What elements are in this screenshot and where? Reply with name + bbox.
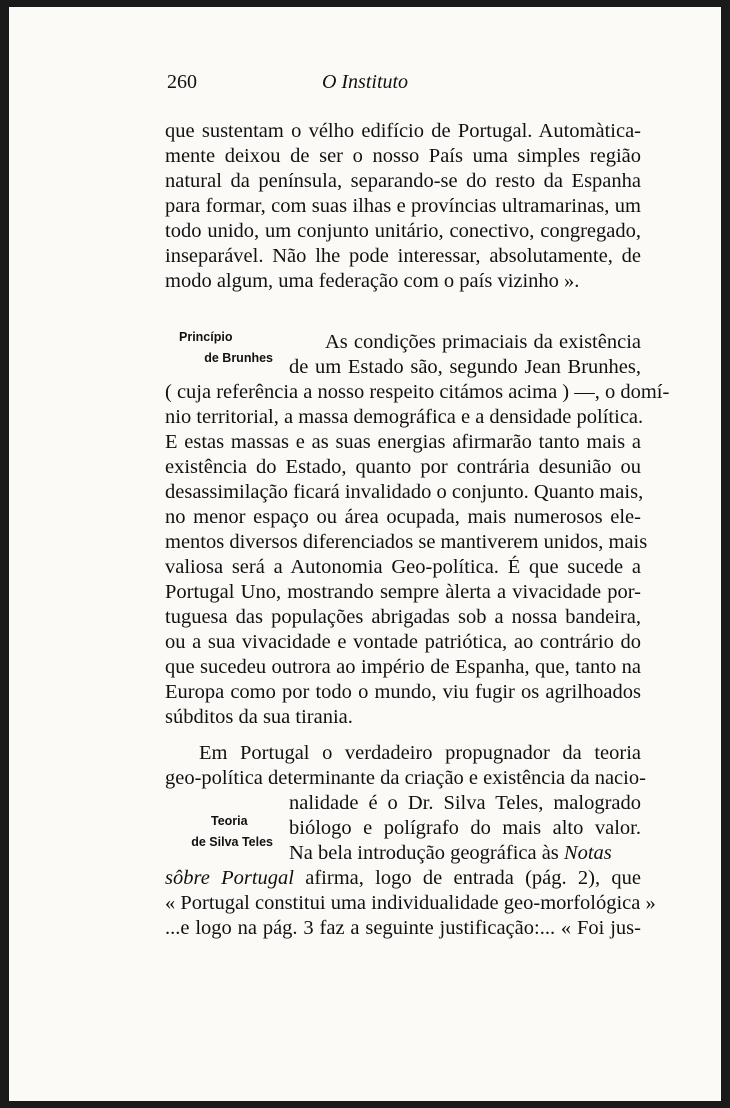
page-number: 260 xyxy=(167,71,197,93)
margin-note-line: Princípio xyxy=(179,330,233,344)
text-line: valiosa será a Autonomia Geo-política. É que sucede a xyxy=(165,556,641,578)
text-line xyxy=(165,866,641,891)
margin-note-line: de Brunhes xyxy=(204,351,273,365)
margin-note-teoria xyxy=(177,811,273,853)
text-line xyxy=(289,841,641,866)
text-line: mente deixou de ser o nosso País uma simples região xyxy=(165,145,641,167)
text-line: mentos diversos diferenciados se mantiverem unidos, mais xyxy=(165,531,648,553)
book-page xyxy=(9,7,721,1101)
text-line: desassimilação ficará invalidado o conjunto. Quanto mais, xyxy=(165,481,644,503)
text-fragment: Na bela introdução geográfica às xyxy=(289,842,559,864)
text-line: existência do Estado, quanto por contrária desunião ou xyxy=(165,456,641,478)
paragraph-3-wrap xyxy=(289,791,641,866)
book-title-italic: Notas xyxy=(563,842,612,864)
text-line: modo algum, uma federação com o país vizinho ». xyxy=(165,270,580,292)
text-line: E estas massas e as suas energias afirmarão tanto mais a xyxy=(165,431,641,453)
paragraph-3-tail xyxy=(165,866,656,941)
text-line: As condições primaciais da existência xyxy=(325,331,641,353)
paragraph-2 xyxy=(165,380,670,730)
paragraph-1 xyxy=(165,119,641,294)
text-line: natural da península, separando-se do resto da Espanha xyxy=(165,170,641,192)
text-line: tuguesa das populações abrigadas sob a nossa bandeira, xyxy=(165,606,641,628)
text-fragment: afirma, logo de entrada (pág. 2), que xyxy=(305,867,641,889)
text-line: todo unido, um conjunto unitário, conectivo, congregado, xyxy=(165,220,641,242)
paragraph-2-head xyxy=(289,330,641,380)
text-line: « Portugal constitui uma individualidade geo-morfológica » xyxy=(165,892,656,914)
text-line: que sucedeu outrora ao império de Espanha, que, tanto na xyxy=(165,656,641,678)
text-line: ou a sua vivacidade e vontade patriótica, ao contrário do xyxy=(165,631,641,653)
margin-note-principio xyxy=(177,327,273,369)
margin-note-line: de Silva Teles xyxy=(191,835,273,849)
text-line: que sustentam o vélho edifício de Portugal. Automàtica- xyxy=(165,120,641,142)
text-line: nio territorial, a massa demográfica e a densidade política. xyxy=(165,406,644,428)
text-line: súbditos da sua tirania. xyxy=(165,706,353,728)
text-line: ...e logo na pág. 3 faz a seguinte justificação:... « Foi jus- xyxy=(165,917,641,939)
running-title: O Instituto xyxy=(321,71,409,93)
text-line: no menor espaço ou área ocupada, mais numerosos ele- xyxy=(165,506,641,528)
text-line: de um Estado são, segundo Jean Brunhes, xyxy=(289,356,641,378)
margin-note-line: Teoria xyxy=(211,814,248,828)
text-line: para formar, com suas ilhas e províncias ultramarinas, um xyxy=(165,195,641,217)
text-line: Em Portugal o verdadeiro propugnador da teoria xyxy=(199,742,641,764)
paragraph-3-head xyxy=(165,741,646,791)
text-line: Portugal Uno, mostrando sempre àlerta a vivacidade por- xyxy=(165,581,641,603)
text-line: nalidade é o Dr. Silva Teles, malogrado xyxy=(289,792,641,814)
text-line: inseparável. Não lhe pode interessar, absolutamente, de xyxy=(165,245,641,267)
text-line: ( cuja referência a nosso respeito citámos acima ) —, o domí- xyxy=(165,381,670,403)
text-line: biólogo e polígrafo do mais alto valor. xyxy=(289,817,641,839)
text-line: geo-política determinante da criação e existência da nacio- xyxy=(165,767,646,789)
page-header xyxy=(9,71,721,101)
text-line: Europa como por todo o mundo, viu fugir os agrilhoados xyxy=(165,681,641,703)
book-title-italic: sôbre Portugal xyxy=(165,867,294,889)
